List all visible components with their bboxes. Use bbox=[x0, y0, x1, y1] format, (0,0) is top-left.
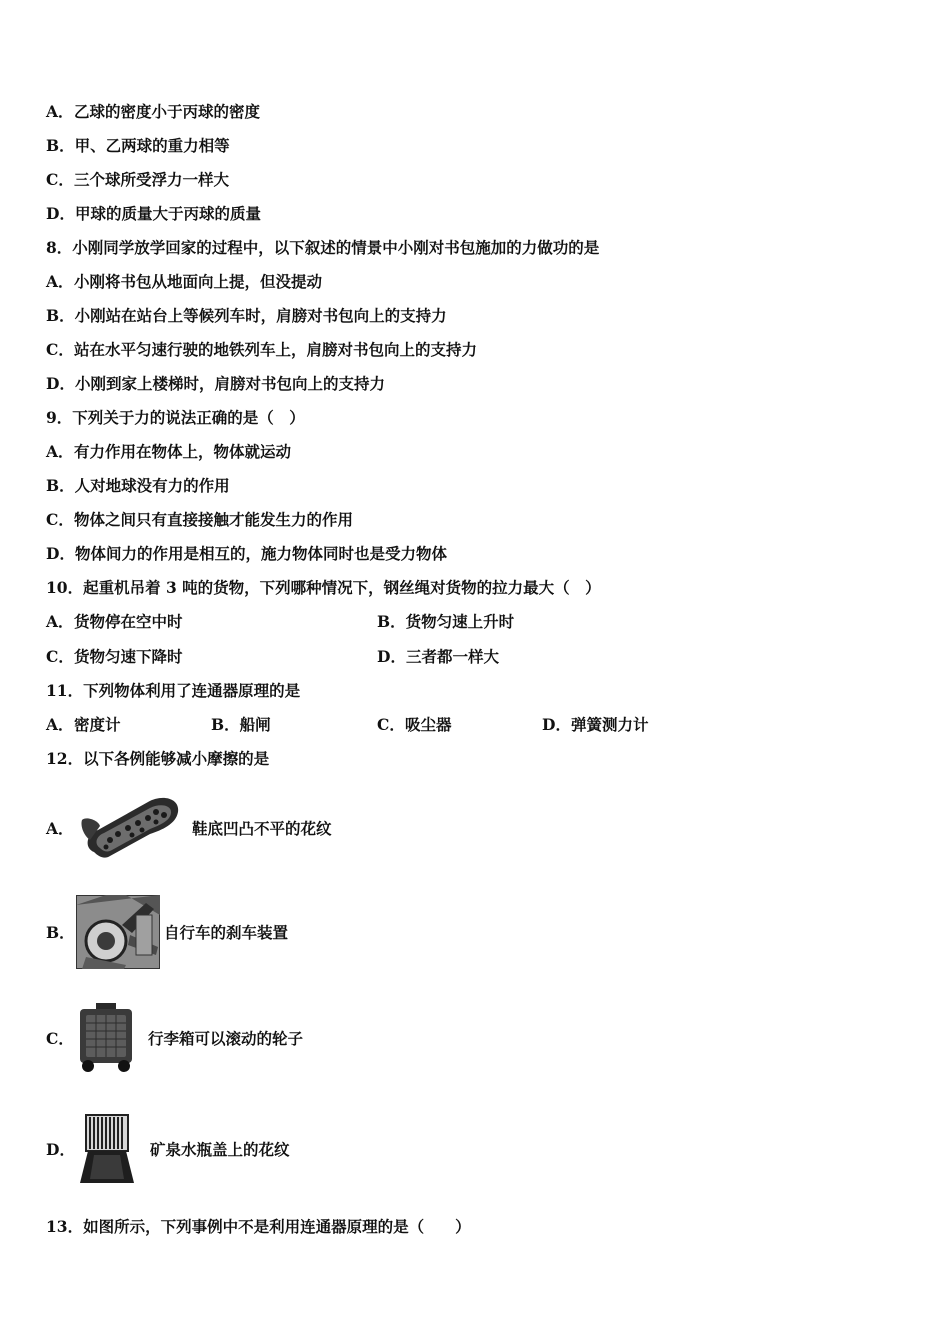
q10-option-a: A．货物停在空中时 bbox=[46, 612, 183, 631]
q7-option-b: B．甲、乙两球的重力相等 bbox=[46, 136, 230, 155]
q11-option-b: B．船闸 bbox=[211, 715, 271, 734]
q11-stem: 11．下列物体利用了连通器原理的是 bbox=[46, 681, 301, 700]
q7-option-c: C．三个球所受浮力一样大 bbox=[46, 170, 230, 189]
q8-option-d: D．小刚到家上楼梯时，肩膀对书包向上的支持力 bbox=[46, 374, 385, 393]
q12-option-b: B． 自行车的刹车装置 bbox=[46, 895, 288, 969]
q8-option-c: C．站在水平匀速行驶的地铁列车上，肩膀对书包向上的支持力 bbox=[46, 340, 478, 359]
q7-option-a: A．乙球的密度小于丙球的密度 bbox=[46, 102, 261, 121]
q9-option-c: C．物体之间只有直接接触才能发生力的作用 bbox=[46, 510, 354, 529]
q9-option-d: D．物体间力的作用是相互的，施力物体同时也是受力物体 bbox=[46, 544, 447, 563]
q9-option-b: B．人对地球没有力的作用 bbox=[46, 476, 230, 495]
q10-option-b: B．货物匀速上升时 bbox=[377, 612, 515, 631]
suitcase-wheels-icon bbox=[76, 1003, 136, 1073]
q9-stem: 9．下列关于力的说法正确的是（ ） bbox=[46, 408, 305, 427]
q12-option-a: A． 鞋底凹凸不平的花纹 bbox=[46, 790, 332, 866]
q8-option-b: B．小刚站在站台上等候列车时，肩膀对书包向上的支持力 bbox=[46, 306, 447, 325]
q11-option-a: A．密度计 bbox=[46, 715, 121, 734]
q11-option-d: D．弹簧测力计 bbox=[542, 715, 649, 734]
q12-option-c: C． 行李箱可以滚动的轮子 bbox=[46, 1003, 303, 1073]
q7-option-d: D．甲球的质量大于丙球的质量 bbox=[46, 204, 261, 223]
q12-option-d: D． 矿泉水瓶盖上的花纹 bbox=[46, 1113, 290, 1185]
shoe-sole-icon bbox=[76, 790, 186, 866]
q10-option-d: D．三者都一样大 bbox=[377, 647, 499, 666]
q10-stem: 10．起重机吊着 3 吨的货物，下列哪种情况下，钢丝绳对货物的拉力最大（ ） bbox=[46, 578, 601, 597]
q11-option-c: C．吸尘器 bbox=[377, 715, 452, 734]
q8-stem: 8．小刚同学放学回家的过程中，以下叙述的情景中小刚对书包施加的力做功的是 bbox=[46, 238, 600, 257]
q12-stem: 12．以下各例能够减小摩擦的是 bbox=[46, 749, 270, 768]
bottle-cap-icon bbox=[76, 1113, 138, 1185]
bicycle-brake-icon bbox=[76, 895, 160, 969]
q9-option-a: A．有力作用在物体上，物体就运动 bbox=[46, 442, 292, 461]
q13-stem: 13．如图所示，下列事例中不是利用连通器原理的是（ ） bbox=[46, 1217, 471, 1236]
q8-option-a: A．小刚将书包从地面向上提，但没提动 bbox=[46, 272, 323, 291]
q10-option-c: C．货物匀速下降时 bbox=[46, 647, 183, 666]
